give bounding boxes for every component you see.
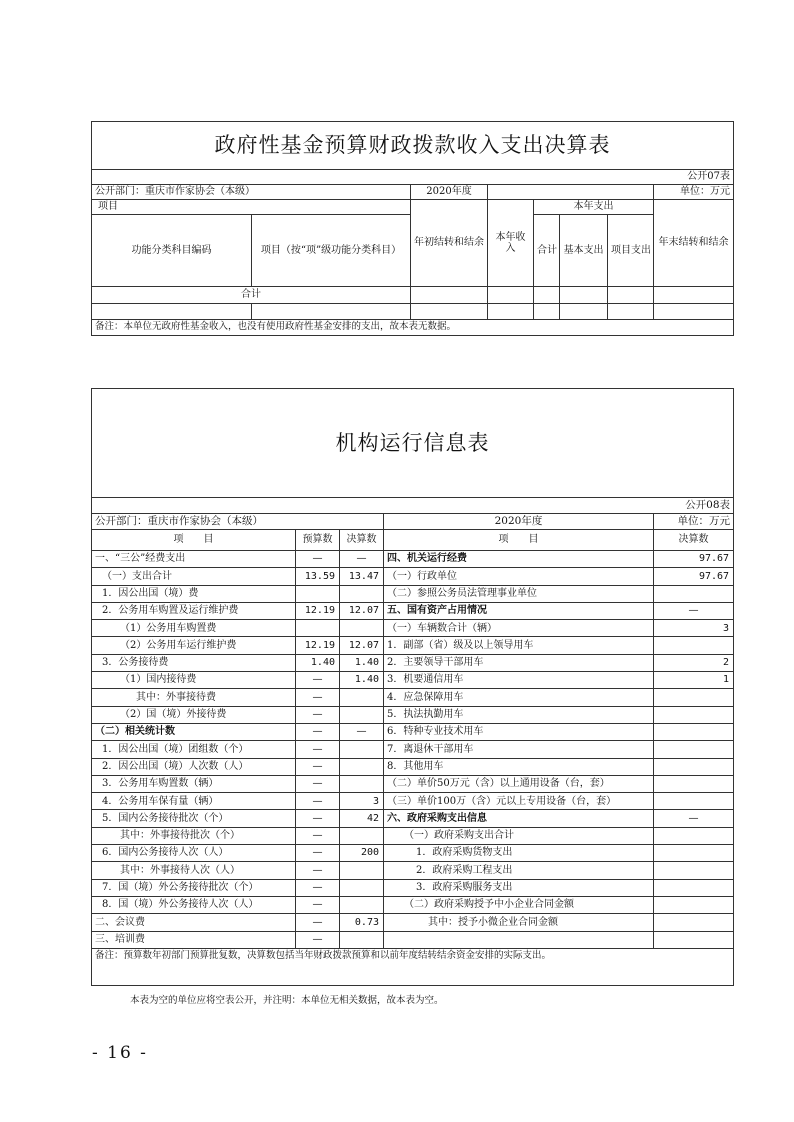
table1-note: 备注：本单位无政府性基金收入，也没有使用政府性基金安排的支出，故本表无数据。 xyxy=(92,320,734,336)
row-item-right: 1．政府采购货物支出 xyxy=(384,845,654,862)
table1-header-code: 功能分类科目编码 xyxy=(92,215,252,287)
row-item-left: （2）国（境）外接待费 xyxy=(92,706,296,723)
row-final-left xyxy=(340,585,384,602)
table-row xyxy=(92,827,734,844)
table1-code: 公开07表 xyxy=(92,170,734,185)
row-final-left: 42 xyxy=(340,810,384,827)
row-final-left: — xyxy=(340,551,384,568)
row-final-right xyxy=(654,723,734,740)
row-final-right xyxy=(654,741,734,758)
table-row xyxy=(92,758,734,775)
row-item-left: 三、培训费 xyxy=(92,931,296,948)
row-budget: — xyxy=(296,775,340,792)
row-budget: — xyxy=(296,793,340,810)
table-row xyxy=(92,879,734,896)
table2-header-item-right: 项 目 xyxy=(384,530,654,551)
table-row xyxy=(92,845,734,862)
row-final-left: 1.40 xyxy=(340,654,384,671)
table-row xyxy=(92,896,734,913)
row-final-left: 12.07 xyxy=(340,637,384,654)
row-final-left xyxy=(340,741,384,758)
row-budget: — xyxy=(296,845,340,862)
row-final-left: 12.07 xyxy=(340,602,384,619)
row-final-right: — xyxy=(654,602,734,619)
fund-budget-table xyxy=(91,121,734,336)
row-final-right xyxy=(654,896,734,913)
row-item-right: 3．政府采购服务支出 xyxy=(384,879,654,896)
table-row xyxy=(92,775,734,792)
row-final-right: 97.67 xyxy=(654,551,734,568)
row-final-right xyxy=(654,689,734,706)
row-item-right: 3．机要通信用车 xyxy=(384,672,654,689)
row-final-left xyxy=(340,775,384,792)
row-final-left: — xyxy=(340,723,384,740)
table1-header-name: 项目（按“项”级功能分类科目） xyxy=(252,215,411,287)
row-final-right xyxy=(654,914,734,931)
row-budget: — xyxy=(296,672,340,689)
row-item-right: 5．执法执勤用车 xyxy=(384,706,654,723)
row-final-right: 2 xyxy=(654,654,734,671)
row-item-left: 其中：外事接待费 xyxy=(92,689,296,706)
table-row xyxy=(92,810,734,827)
row-item-right: 6．特种专业技术用车 xyxy=(384,723,654,740)
row-item-right: （一）行政单位 xyxy=(384,568,654,585)
table1-header-project: 项目支出 xyxy=(608,215,654,287)
row-item-right: （一）车辆数合计（辆） xyxy=(384,620,654,637)
row-final-right xyxy=(654,845,734,862)
table-row xyxy=(92,689,734,706)
row-final-right xyxy=(654,793,734,810)
table1-year: 2020年度 xyxy=(411,185,488,200)
row-final-left: 1.40 xyxy=(340,672,384,689)
row-budget: — xyxy=(296,741,340,758)
row-budget: 1.40 xyxy=(296,654,340,671)
table-row xyxy=(92,637,734,654)
row-final-left xyxy=(340,931,384,948)
row-item-left: （二）相关统计数 xyxy=(92,723,296,740)
row-budget: — xyxy=(296,914,340,931)
row-item-left: 5．国内公务接待批次（个） xyxy=(92,810,296,827)
row-final-right xyxy=(654,879,734,896)
table-row xyxy=(92,568,734,585)
row-final-left xyxy=(340,827,384,844)
row-item-right: 1．副部（省）级及以上领导用车 xyxy=(384,637,654,654)
row-final-right xyxy=(654,706,734,723)
row-item-right: 2．政府采购工程支出 xyxy=(384,862,654,879)
row-item-right: 2．主要领导干部用车 xyxy=(384,654,654,671)
row-final-left: 3 xyxy=(340,793,384,810)
row-final-left xyxy=(340,689,384,706)
row-final-left: 200 xyxy=(340,845,384,862)
table-row xyxy=(92,723,734,740)
row-budget: 13.59 xyxy=(296,568,340,585)
row-item-right: 四、机关运行经费 xyxy=(384,551,654,568)
row-final-left xyxy=(340,896,384,913)
row-budget: — xyxy=(296,723,340,740)
table-row xyxy=(92,793,734,810)
table-row xyxy=(92,672,734,689)
table2-unit: 单位：万元 xyxy=(654,514,734,530)
table2-header-final-left: 决算数 xyxy=(340,530,384,551)
table2-header-item-left: 项 目 xyxy=(92,530,296,551)
table-row xyxy=(92,862,734,879)
table2-department: 公开部门：重庆市作家协会（本级） xyxy=(92,514,384,530)
row-final-left: 0.73 xyxy=(340,914,384,931)
row-item-left: 1．因公出国（境）费 xyxy=(92,585,296,602)
table2-note-text: 备注：预算数年初部门预算批复数，决算数包括当年财政拨款预算和以前年度结转结余资金安排的实际支出。 xyxy=(95,949,552,961)
row-final-right xyxy=(654,637,734,654)
table1-unit: 单位：万元 xyxy=(654,185,734,200)
row-item-left: 7．国（境）外公务接待批次（个） xyxy=(92,879,296,896)
table-row xyxy=(92,706,734,723)
row-final-left xyxy=(340,706,384,723)
row-budget: — xyxy=(296,758,340,775)
table-row xyxy=(92,931,734,948)
row-item-left: 8．国（境）外公务接待人次（人） xyxy=(92,896,296,913)
table1-header-end: 年末结转和结余 xyxy=(654,200,734,287)
row-budget: — xyxy=(296,706,340,723)
row-final-left: 13.47 xyxy=(340,568,384,585)
row-item-right: （二）单价50万元（含）以上通用设备（台，套） xyxy=(384,775,654,792)
table1-header-income: 本年收入 xyxy=(488,200,534,287)
row-item-left: 3．公务接待费 xyxy=(92,654,296,671)
page-number: - 16 - xyxy=(92,1043,148,1063)
row-item-left: 其中：外事接待人次（人） xyxy=(92,862,296,879)
row-final-right xyxy=(654,931,734,948)
row-final-right xyxy=(654,585,734,602)
row-final-right xyxy=(654,862,734,879)
row-final-left xyxy=(340,620,384,637)
row-budget: — xyxy=(296,896,340,913)
row-final-right xyxy=(654,775,734,792)
row-final-right: — xyxy=(654,810,734,827)
table-row xyxy=(92,914,734,931)
row-item-left: 二、会议费 xyxy=(92,914,296,931)
row-item-left: 1．因公出国（境）团组数（个） xyxy=(92,741,296,758)
table-row xyxy=(92,741,734,758)
row-item-left: 2．因公出国（境）人次数（人） xyxy=(92,758,296,775)
row-item-left: （1）公务用车购置费 xyxy=(92,620,296,637)
row-budget: — xyxy=(296,689,340,706)
table2-title: 机构运行信息表 xyxy=(92,389,734,498)
row-budget: — xyxy=(296,931,340,948)
table2-header-final-right: 决算数 xyxy=(654,530,734,551)
table2-code: 公开08表 xyxy=(92,498,734,514)
row-item-left: 6．国内公务接待人次（人） xyxy=(92,845,296,862)
row-item-left: （1）国内接待费 xyxy=(92,672,296,689)
table1-header-basic: 基本支出 xyxy=(560,215,608,287)
row-item-left: 4．公务用车保有量（辆） xyxy=(92,793,296,810)
row-final-left xyxy=(340,862,384,879)
table1-title: 政府性基金预算财政拨款收入支出决算表 xyxy=(92,122,734,170)
row-item-left: 2．公务用车购置及运行维护费 xyxy=(92,602,296,619)
row-item-right: 4．应急保障用车 xyxy=(384,689,654,706)
row-item-right: 六、政府采购支出信息 xyxy=(384,810,654,827)
row-final-right xyxy=(654,827,734,844)
row-final-right: 3 xyxy=(654,620,734,637)
table1-header-total: 合计 xyxy=(534,215,560,287)
row-item-left: 其中：外事接待批次（个） xyxy=(92,827,296,844)
table2-note xyxy=(92,948,734,985)
table-row xyxy=(92,602,734,619)
table1-header-begin: 年初结转和结余 xyxy=(411,200,488,287)
table-row xyxy=(92,620,734,637)
table-row xyxy=(92,551,734,568)
table1-total-label: 合计 xyxy=(92,287,411,304)
row-item-left: 3．公务用车购置数（辆） xyxy=(92,775,296,792)
row-budget: — xyxy=(296,862,340,879)
row-item-right: （三）单价100万（含）元以上专用设备（台，套） xyxy=(384,793,654,810)
table2-header-budget: 预算数 xyxy=(296,530,340,551)
row-budget: 12.19 xyxy=(296,602,340,619)
row-final-right xyxy=(654,758,734,775)
row-item-right xyxy=(384,931,654,948)
row-budget: — xyxy=(296,551,340,568)
row-item-right: 8．其他用车 xyxy=(384,758,654,775)
row-item-left: （一）支出合计 xyxy=(92,568,296,585)
table1-header-item: 项目 xyxy=(92,200,411,215)
table2-note2: 本表为空的单位应将空表公开，并注明：本单位无相关数据，故本表为空。 xyxy=(130,995,444,1006)
row-item-right: （一）政府采购支出合计 xyxy=(384,827,654,844)
row-item-right: （二）政府采购授予中小企业合同金额 xyxy=(384,896,654,913)
row-item-left: 一、“三公”经费支出 xyxy=(92,551,296,568)
row-item-right: 其中：授予小微企业合同金额 xyxy=(384,914,654,931)
row-budget xyxy=(296,585,340,602)
row-final-left xyxy=(340,758,384,775)
table2-year: 2020年度 xyxy=(384,514,654,530)
row-final-left xyxy=(340,879,384,896)
row-budget: — xyxy=(296,879,340,896)
row-budget xyxy=(296,620,340,637)
row-item-right: （二）参照公务员法管理事业单位 xyxy=(384,585,654,602)
row-budget: 12.19 xyxy=(296,637,340,654)
table-row xyxy=(92,654,734,671)
organization-info-table xyxy=(91,388,734,986)
row-item-right: 7．离退休干部用车 xyxy=(384,741,654,758)
row-budget: — xyxy=(296,827,340,844)
table1-header-expense: 本年支出 xyxy=(534,200,654,215)
row-item-left: （2）公务用车运行维护费 xyxy=(92,637,296,654)
row-final-right: 1 xyxy=(654,672,734,689)
table-row xyxy=(92,585,734,602)
table1-department: 公开部门：重庆市作家协会（本级） xyxy=(92,185,411,200)
row-final-right: 97.67 xyxy=(654,568,734,585)
row-item-right: 五、国有资产占用情况 xyxy=(384,602,654,619)
row-budget: — xyxy=(296,810,340,827)
